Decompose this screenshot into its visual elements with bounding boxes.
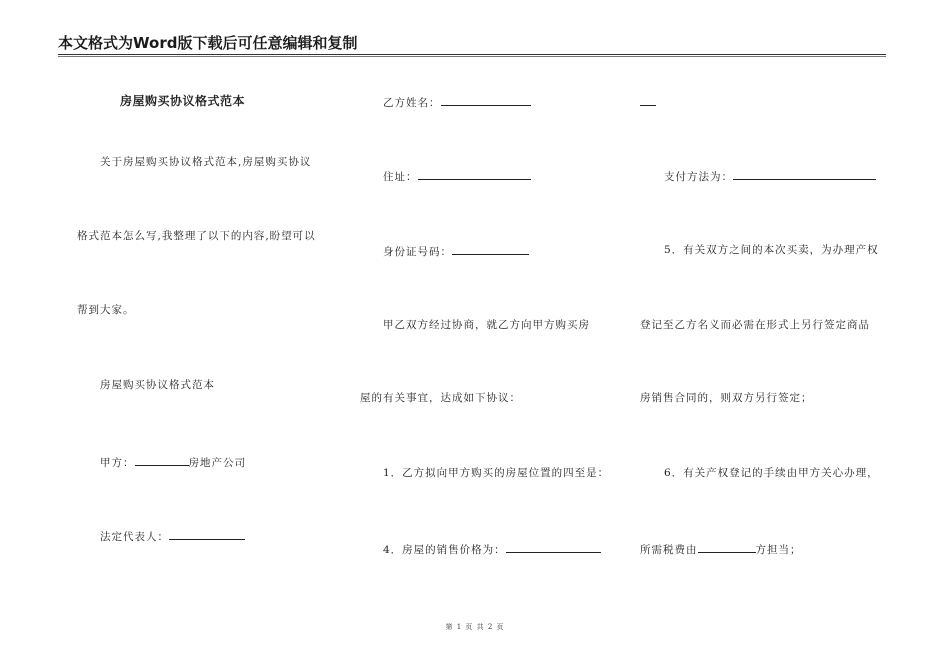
agreement-line-1: 甲乙双方经过协商，就乙方向甲方购买房: [383, 319, 590, 331]
agreement-line-2: 屋的有关事宜，达成如下协议：: [360, 392, 521, 404]
header-title: 本文格式为Word版下载后可任意编辑和复制: [58, 34, 358, 52]
legal-rep-label: 法定代表人：: [100, 531, 169, 543]
page-number: 第 1 页 共 2 页: [445, 623, 505, 631]
price-blank: [506, 541, 601, 553]
clause-5-line-2: 登记至乙方名义而必需在形式上另行签定商品: [640, 319, 870, 331]
party-a-blank: [135, 454, 189, 466]
id-line: [383, 243, 529, 259]
document-title: 房屋购买协议格式范本: [120, 94, 246, 108]
id-blank: [452, 243, 529, 255]
address-blank: [418, 168, 531, 180]
party-a-label: 甲方：: [100, 457, 135, 469]
payment-line: [664, 168, 876, 184]
party-a-suffix: 房地产公司: [188, 457, 246, 469]
party-b-name-label: 乙方姓名：: [383, 97, 441, 109]
intro-line-1: 关于房屋购买协议格式范本,房屋购买协议: [100, 156, 312, 168]
party-b-name-blank: [441, 94, 531, 106]
id-label: 身份证号码：: [383, 246, 452, 258]
address-label: 住址：: [383, 171, 418, 183]
legal-rep-line: [100, 528, 245, 544]
address-line: [383, 168, 531, 184]
tax-payer-blank: [698, 541, 756, 553]
intro-line-2: 格式范本怎么写,我整理了以下的内容,盼望可以: [77, 230, 316, 242]
party-a-line: [100, 454, 246, 470]
header-divider: [58, 56, 886, 57]
clause-6-line-2: [640, 541, 802, 557]
intro-line-3: 帮到大家。: [77, 304, 135, 316]
continuation-line: [640, 94, 656, 110]
clause-4-label: 4．房屋的销售价格为：: [383, 544, 506, 556]
clause-5-line-1: 5．有关双方之间的本次买卖，为办理产权: [664, 244, 879, 256]
section-subtitle: 房屋购买协议格式范本: [100, 379, 215, 391]
legal-rep-blank: [169, 528, 245, 540]
payment-label: 支付方法为：: [664, 171, 733, 183]
clause-1: 1．乙方拟向甲方购买的房屋位置的四至是：: [383, 467, 610, 479]
payment-blank: [733, 168, 876, 180]
clause-4-line: [383, 541, 601, 557]
clause-6-suffix: 方担当；: [755, 544, 802, 556]
document-header: [58, 34, 886, 55]
clause-5-line-3: 房销售合同的，则双方另行签定；: [640, 392, 813, 404]
clause-6-prefix: 所需税费由: [640, 544, 698, 556]
clause-6-line-1: 6．有关产权登记的手续由甲方关心办理，: [664, 467, 879, 479]
party-b-name-line: [383, 94, 531, 110]
continuation-blank: [640, 94, 656, 106]
